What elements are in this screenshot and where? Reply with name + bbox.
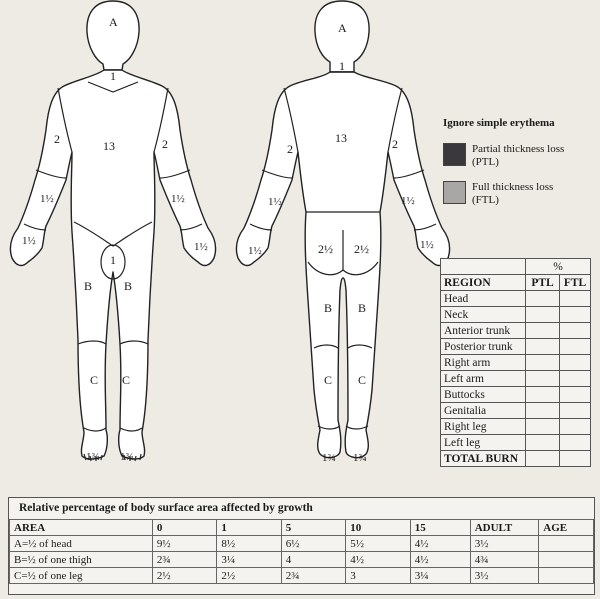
front-label-trunk: 13 bbox=[103, 139, 115, 153]
front-label-upper-arm-right: 2 bbox=[162, 137, 168, 151]
region-row bbox=[441, 323, 591, 339]
ftl-label: Full thickness loss (FTL) bbox=[472, 181, 554, 206]
growth-value-cell: 4½ bbox=[410, 536, 470, 552]
region-ftl-cell[interactable] bbox=[560, 387, 591, 403]
growth-area-cell: B=½ of one thigh bbox=[10, 552, 153, 568]
region-row bbox=[441, 403, 591, 419]
front-figure bbox=[10, 1, 215, 463]
back-figure bbox=[236, 1, 449, 464]
total-ftl-cell[interactable] bbox=[560, 451, 591, 467]
ptl-label: Partial thickness loss (PTL) bbox=[472, 143, 565, 168]
region-row bbox=[441, 371, 591, 387]
region-row bbox=[441, 339, 591, 355]
growth-value-cell: 9½ bbox=[152, 536, 216, 552]
legend-item-ftl bbox=[443, 181, 593, 207]
growth-header-cell: 5 bbox=[281, 520, 345, 536]
region-ptl-cell[interactable] bbox=[526, 371, 560, 387]
back-label-thigh-left: B bbox=[324, 301, 333, 315]
growth-value-cell: 3 bbox=[346, 568, 410, 584]
growth-value-cell: 3½ bbox=[470, 536, 539, 552]
region-name: Left leg bbox=[441, 435, 526, 451]
region-ftl-cell[interactable] bbox=[560, 339, 591, 355]
back-label-forearm-left: 1½ bbox=[268, 196, 282, 208]
front-label-forearm-right: 1½ bbox=[171, 193, 185, 205]
growth-value-cell: 4 bbox=[281, 552, 345, 568]
back-label-hand-right: 1½ bbox=[420, 239, 434, 251]
region-ftl-cell[interactable] bbox=[560, 435, 591, 451]
growth-value-cell: 4¾ bbox=[470, 552, 539, 568]
region-ftl-cell[interactable] bbox=[560, 323, 591, 339]
region-ptl-cell[interactable] bbox=[526, 355, 560, 371]
front-label-hand-left: 1½ bbox=[22, 235, 36, 247]
region-ptl-cell[interactable] bbox=[526, 403, 560, 419]
region-name: Right leg bbox=[441, 419, 526, 435]
growth-header-cell: 10 bbox=[346, 520, 410, 536]
region-name: Anterior trunk bbox=[441, 323, 526, 339]
growth-value-cell: 2¾ bbox=[281, 568, 345, 584]
region-row bbox=[441, 387, 591, 403]
back-label-buttock-right: 2½ bbox=[354, 242, 369, 256]
ftl-swatch bbox=[443, 181, 466, 204]
growth-header-cell: 1 bbox=[217, 520, 281, 536]
front-head[interactable] bbox=[87, 1, 139, 70]
legend-note: Ignore simple erythema bbox=[443, 117, 555, 129]
back-label-thigh-right: B bbox=[358, 301, 367, 315]
growth-table-panel bbox=[8, 497, 595, 595]
region-ftl-cell[interactable] bbox=[560, 291, 591, 307]
back-label-buttock-left: 2½ bbox=[318, 242, 333, 256]
growth-header-cell: 15 bbox=[410, 520, 470, 536]
growth-row bbox=[10, 536, 594, 552]
front-label-forearm-left: 1½ bbox=[40, 193, 54, 205]
growth-area-cell: A=½ of head bbox=[10, 536, 153, 552]
ptl-swatch bbox=[443, 143, 466, 166]
growth-value-cell: 6½ bbox=[281, 536, 345, 552]
growth-row bbox=[10, 552, 594, 568]
region-ptl-cell[interactable] bbox=[526, 323, 560, 339]
region-ftl-cell[interactable] bbox=[560, 419, 591, 435]
region-ptl-cell[interactable] bbox=[526, 387, 560, 403]
front-label-thigh-left: B bbox=[84, 279, 93, 293]
growth-header-cell: AREA bbox=[10, 520, 153, 536]
region-ftl-cell[interactable] bbox=[560, 355, 591, 371]
growth-age-cell[interactable] bbox=[539, 536, 594, 552]
back-label-leg-right: C bbox=[358, 373, 367, 387]
growth-header-cell: 0 bbox=[152, 520, 216, 536]
region-name: Left arm bbox=[441, 371, 526, 387]
back-label-upper-arm-left: 2 bbox=[287, 142, 293, 156]
front-label-leg-right: C bbox=[122, 373, 131, 387]
total-burn-label: TOTAL BURN bbox=[441, 451, 526, 467]
region-row bbox=[441, 355, 591, 371]
region-header: REGION bbox=[441, 275, 526, 291]
back-label-upper-arm-right: 2 bbox=[392, 137, 398, 151]
growth-value-cell: 3¼ bbox=[217, 552, 281, 568]
back-label-forearm-right: 1½ bbox=[401, 195, 415, 207]
growth-value-cell: 3½ bbox=[470, 568, 539, 584]
back-label-head: A bbox=[338, 21, 347, 35]
growth-header-cell: AGE bbox=[539, 520, 594, 536]
region-row bbox=[441, 419, 591, 435]
region-ptl-cell[interactable] bbox=[526, 291, 560, 307]
growth-value-cell: 4½ bbox=[410, 552, 470, 568]
growth-value-cell: 4½ bbox=[346, 552, 410, 568]
back-label-foot-left: 1¾ bbox=[322, 452, 336, 464]
back-label-trunk: 13 bbox=[335, 131, 347, 145]
region-table bbox=[440, 258, 591, 467]
region-table-total-row bbox=[441, 451, 591, 467]
front-label-thigh-right: B bbox=[124, 279, 133, 293]
front-label-foot-left: 1¾ bbox=[86, 451, 100, 463]
growth-value-cell: 3¼ bbox=[410, 568, 470, 584]
region-ptl-cell[interactable] bbox=[526, 339, 560, 355]
total-ptl-cell[interactable] bbox=[526, 451, 560, 467]
front-label-neck: 1 bbox=[110, 69, 116, 83]
region-table-header-row bbox=[441, 275, 591, 291]
growth-table bbox=[9, 519, 594, 584]
region-row bbox=[441, 307, 591, 323]
growth-table-header-row bbox=[10, 520, 594, 536]
growth-value-cell: 2½ bbox=[217, 568, 281, 584]
ptl-header: PTL bbox=[526, 275, 560, 291]
region-ptl-cell[interactable] bbox=[526, 307, 560, 323]
back-label-leg-left: C bbox=[324, 373, 333, 387]
region-name: Neck bbox=[441, 307, 526, 323]
region-name: Head bbox=[441, 291, 526, 307]
front-label-head: A bbox=[109, 15, 118, 29]
front-label-upper-arm-left: 2 bbox=[54, 132, 60, 146]
front-label-hand-right: 1½ bbox=[194, 241, 208, 253]
growth-table-title: Relative percentage of body surface area affected by growth bbox=[19, 502, 313, 514]
region-name: Posterior trunk bbox=[441, 339, 526, 355]
region-ptl-cell[interactable] bbox=[526, 419, 560, 435]
growth-row bbox=[10, 568, 594, 584]
region-ptl-cell[interactable] bbox=[526, 435, 560, 451]
region-ftl-cell[interactable] bbox=[560, 403, 591, 419]
back-label-foot-right: 1¾ bbox=[353, 452, 367, 464]
region-name: Right arm bbox=[441, 355, 526, 371]
region-row bbox=[441, 291, 591, 307]
growth-age-cell[interactable] bbox=[539, 568, 594, 584]
back-label-hand-left: 1½ bbox=[248, 245, 262, 257]
growth-header-cell: ADULT bbox=[470, 520, 539, 536]
pct-header: % bbox=[526, 259, 591, 275]
growth-value-cell: 8½ bbox=[217, 536, 281, 552]
region-name: Genitalia bbox=[441, 403, 526, 419]
front-label-genitalia: 1 bbox=[110, 253, 116, 267]
region-ftl-cell[interactable] bbox=[560, 307, 591, 323]
legend-item-ptl bbox=[443, 143, 593, 169]
front-label-foot-right: 1¾ bbox=[120, 451, 134, 463]
front-label-leg-left: C bbox=[90, 373, 99, 387]
region-table-pct-row bbox=[441, 259, 591, 275]
ftl-header: FTL bbox=[560, 275, 591, 291]
region-name: Buttocks bbox=[441, 387, 526, 403]
region-row bbox=[441, 435, 591, 451]
growth-value-cell: 2½ bbox=[152, 568, 216, 584]
growth-value-cell: 2¾ bbox=[152, 552, 216, 568]
growth-area-cell: C=½ of one leg bbox=[10, 568, 153, 584]
legend bbox=[443, 117, 593, 219]
region-ftl-cell[interactable] bbox=[560, 371, 591, 387]
growth-age-cell[interactable] bbox=[539, 552, 594, 568]
back-label-neck: 1 bbox=[339, 59, 345, 73]
growth-value-cell: 5½ bbox=[346, 536, 410, 552]
